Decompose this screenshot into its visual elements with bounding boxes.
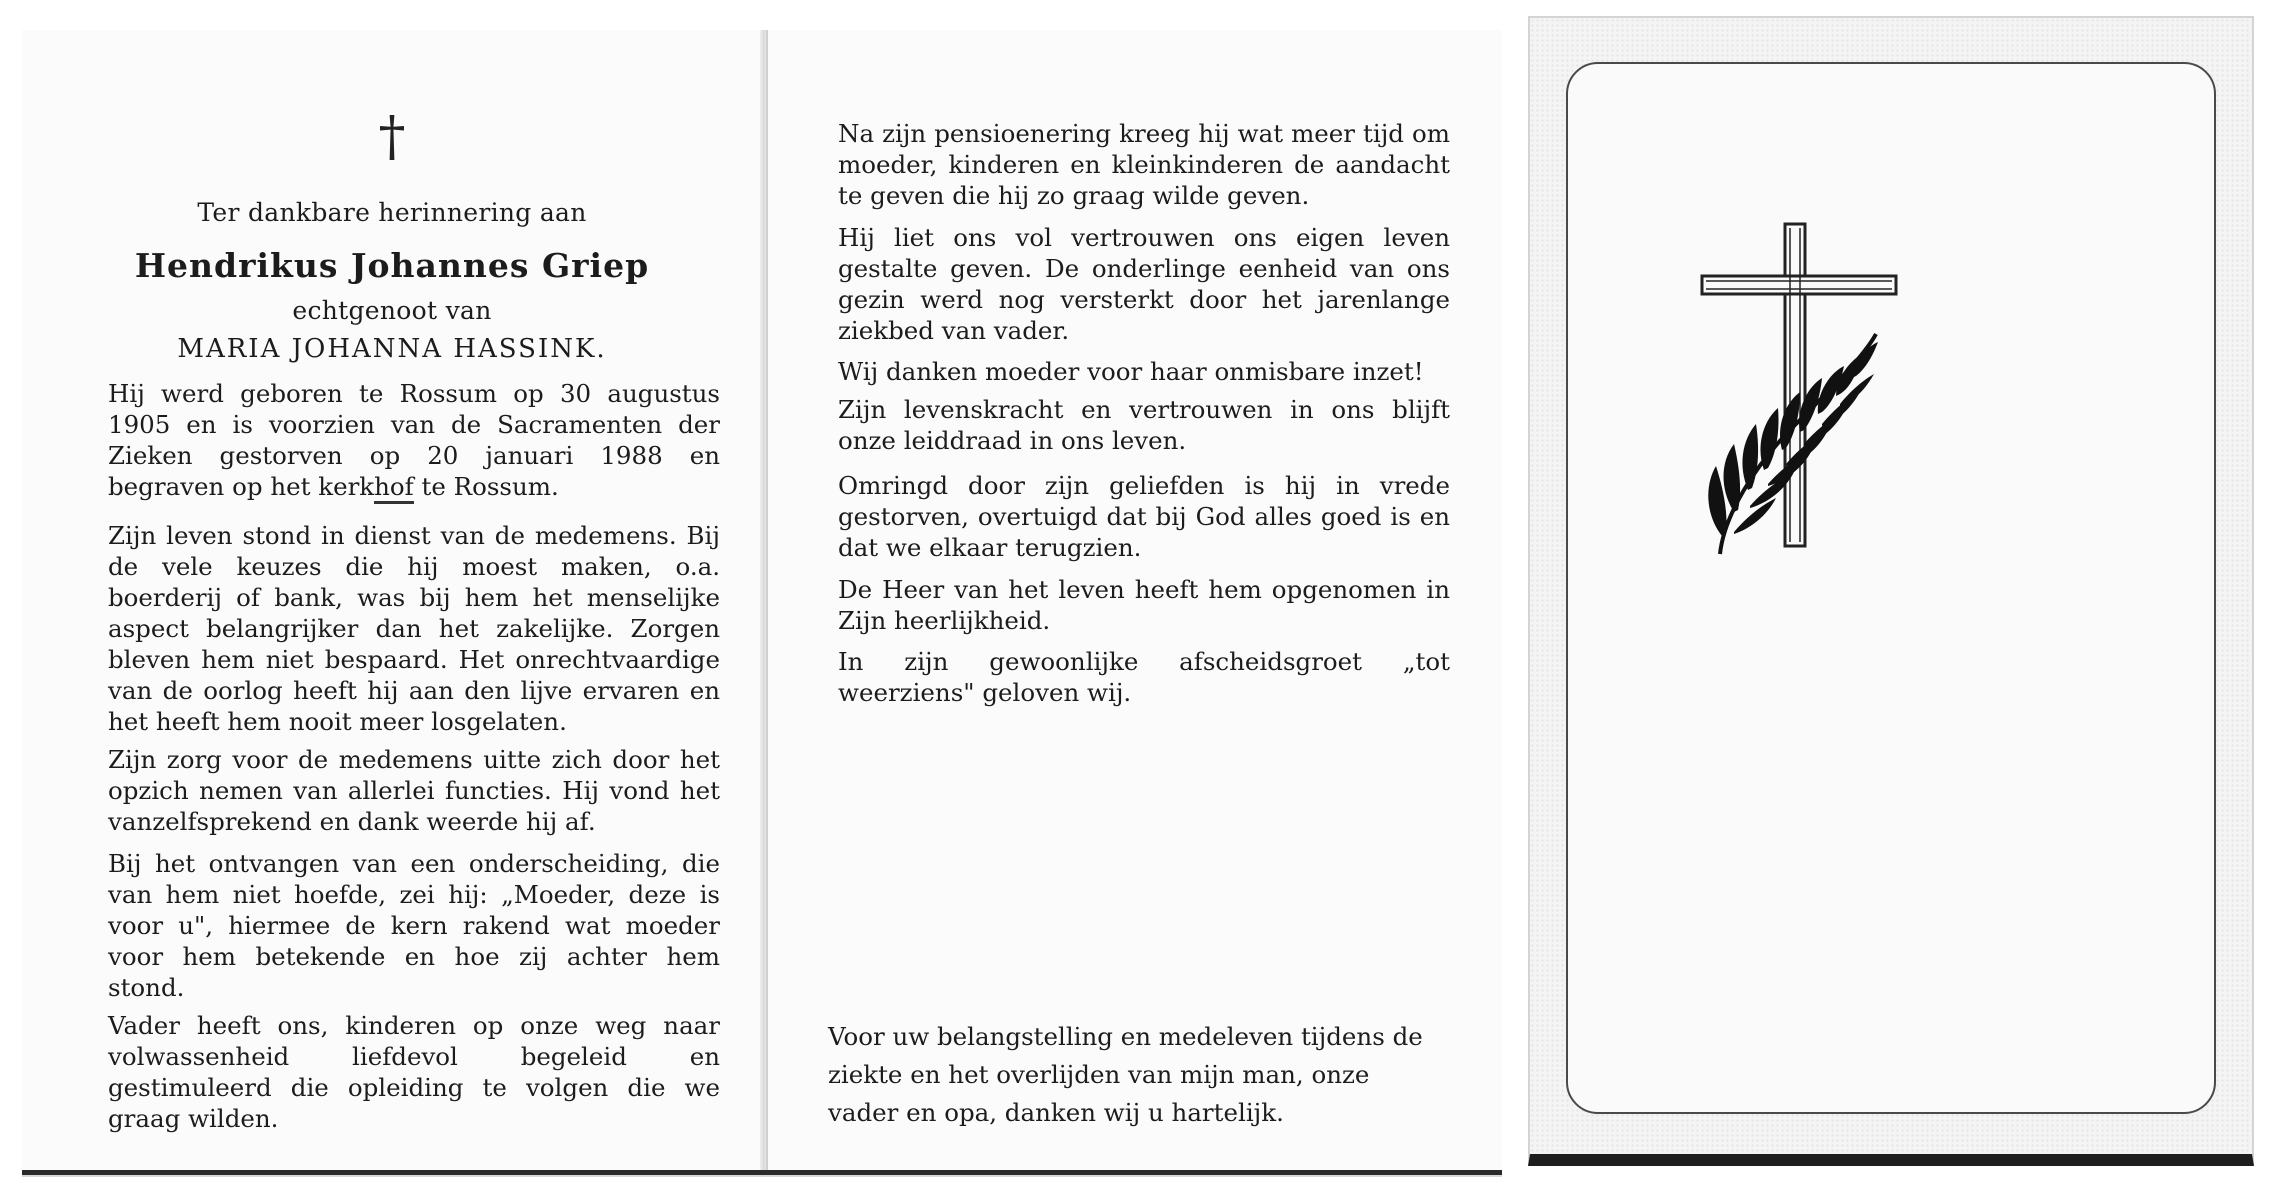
paragraph-2: Zijn zorg voor de medemens uitte zich door het opzich nemen van allerlei functies. Hij vond het vanzelfsprekend en dank weerde hij af. <box>108 745 720 836</box>
cross-palm-icon <box>1694 216 1904 556</box>
bio-paragraph: Hij werd geboren te Rossum op 30 augustus 1905 en is voorzien van de Sacramenten der Zieken gestorven op 20 januari 1988 en begraven op het kerkhof te Rossum. <box>108 379 720 501</box>
paragraph-4: Vader heeft ons, kinderen op onze weg naar volwassenheid liefdevol begeleid en gestimuleerd die opleiding te volgen die we graag wilden. <box>108 1011 720 1133</box>
spouse-name: MARIA JOHANNA HASSINK. <box>177 334 607 364</box>
left-page <box>22 30 762 1170</box>
right-paragraph-2: Hij liet ons vol vertrouwen ons eigen leven gestalte geven. De onderlinge eenheid van ons gezin werd nog versterkt door het jarenlange ziekbed van vader. <box>838 223 1450 345</box>
deceased-name: Hendrikus Johannes Griep <box>134 246 650 285</box>
card-cover <box>1528 16 2254 1166</box>
intro-line: Ter dankbare herinnering aan <box>197 198 587 227</box>
right-paragraph-6: De Heer van het leven heeft hem opgenomen in Zijn heerlijkheid. <box>838 575 1450 635</box>
card-frame <box>1566 62 2216 1114</box>
right-paragraph-3: Wij danken moeder voor haar onmisbare inzet! <box>838 357 1424 386</box>
paragraph-3: Bij het ontvangen van een onderscheiding, die van hem niet hoefde, zei hij: „Moeder, deze is voor u", hiermee de kern rakend wat moeder voor hem betekende en hoe zij achter hem stond. <box>108 849 720 1002</box>
right-paragraph-1: Na zijn pensioenering kreeg hij wat meer tijd om moeder, kinderen en kleinkinderen de aandacht te geven die hij zo graag wilde geven. <box>838 119 1450 210</box>
right-paragraph-7: In zijn gewoonlijke afscheidsgroet „tot weerziens" geloven wij. <box>838 647 1450 707</box>
cross-icon: † <box>378 105 406 168</box>
section-divider <box>374 501 414 504</box>
relation-line: echtgenoot van <box>292 296 492 325</box>
right-paragraph-5: Omringd door zijn geliefden is hij in vrede gestorven, overtuigd dat bij God alles goed is en dat we elkaar terugzien. <box>838 471 1450 562</box>
thanks-paragraph: Voor uw belangstelling en medeleven tijdens de ziekte en het overlijden van mijn man, onze vader en opa, danken wij u hartelijk. <box>828 1022 1423 1127</box>
memorial-card-spread <box>22 30 1502 1175</box>
paragraph-1: Zijn leven stond in dienst van de medemens. Bij de vele keuzes die hij moest maken, o.a. boerderij of bank, was bij hem het menselijke aspect belangrijker dan het zakelijke. Zorgen bleven hem niet bespaard. Het onrechtvaardige van de oorlog heeft hij aan den lijve ervaren en het heeft hem nooit meer losgelaten. <box>108 521 720 736</box>
right-paragraph-4: Zijn levenskracht en vertrouwen in ons blijft onze leiddraad in ons leven. <box>838 395 1450 455</box>
